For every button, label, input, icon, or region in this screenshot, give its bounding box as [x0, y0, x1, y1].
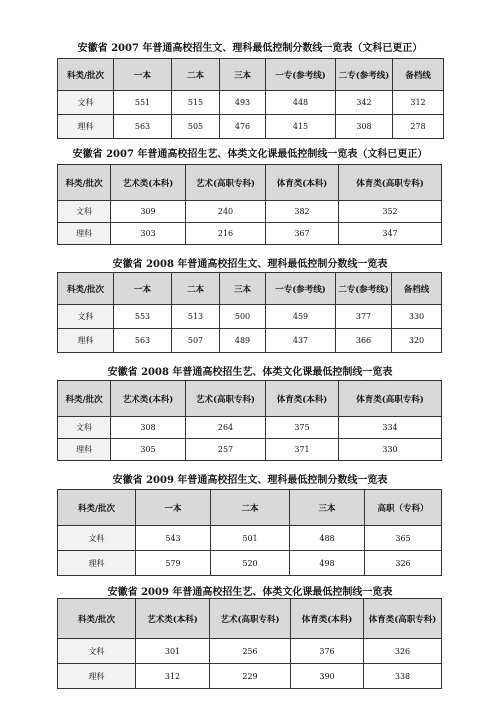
header-row: [58, 599, 442, 639]
table-cell: 312: [136, 664, 210, 689]
table-cell: 375: [266, 417, 339, 439]
table-row: [58, 439, 442, 461]
table-cell: 382: [266, 201, 339, 223]
table-cell: 278: [393, 115, 444, 139]
table-cell: 308: [111, 417, 186, 439]
table-cell: 240: [186, 201, 266, 223]
table-cell: 498: [290, 551, 365, 576]
header-row: [58, 273, 442, 305]
table-cell: 330: [392, 305, 442, 329]
table-row: [58, 91, 444, 115]
row-label: 理科: [58, 115, 114, 139]
table-cell: 459: [266, 305, 336, 329]
table-cell: 309: [111, 201, 186, 223]
row-label: 理科: [58, 223, 111, 245]
header-row: [58, 59, 444, 91]
column-header: 一专(参考线): [266, 59, 336, 91]
table-cell: 338: [364, 664, 442, 689]
column-header: 艺术类(本科): [136, 599, 210, 639]
column-header: 备档线: [392, 273, 442, 305]
score-table: [57, 164, 442, 245]
column-header: 体育类(本科): [266, 165, 339, 201]
table-cell: 415: [266, 115, 336, 139]
table-row: [58, 223, 442, 245]
table-cell: 520: [211, 551, 290, 576]
column-header: 体育类(本科): [266, 381, 339, 417]
table-cell: 448: [266, 91, 336, 115]
column-header: 体育类(高职专科): [364, 599, 442, 639]
table-cell: 330: [339, 439, 442, 461]
row-label: 文科: [58, 526, 136, 551]
row-label: 理科: [58, 664, 136, 689]
table-cell: 371: [266, 439, 339, 461]
column-header: 二专(参考线): [336, 273, 392, 305]
table-cell: 437: [266, 329, 336, 353]
column-header: 科类/批次: [58, 165, 111, 201]
column-header: 三本: [220, 59, 266, 91]
table-row: [58, 329, 442, 353]
table-cell: 376: [291, 639, 364, 664]
table-cell: 256: [210, 639, 291, 664]
row-label: 理科: [58, 439, 111, 461]
table-cell: 493: [220, 91, 266, 115]
table-cell: 563: [114, 329, 172, 353]
header-row: [58, 490, 442, 526]
table-cell: 476: [220, 115, 266, 139]
header-row: [58, 165, 442, 201]
row-label: 文科: [58, 201, 111, 223]
row-label: 文科: [58, 417, 111, 439]
column-header: 科类/批次: [58, 599, 136, 639]
column-header: 艺术类(本科): [111, 381, 186, 417]
score-table: [57, 380, 442, 461]
column-header: 科类/批次: [58, 490, 136, 526]
table-cell: 326: [364, 639, 442, 664]
table-row: [58, 305, 442, 329]
column-header: 一本: [114, 59, 172, 91]
table-cell: 507: [172, 329, 220, 353]
table-cell: 264: [186, 417, 266, 439]
table-cell: 347: [339, 223, 442, 245]
column-header: 二本: [211, 490, 290, 526]
table-cell: 551: [114, 91, 172, 115]
column-header: 艺术(高职专科): [186, 165, 266, 201]
header-row: [58, 381, 442, 417]
column-header: 二本: [172, 59, 220, 91]
column-header: 三本: [290, 490, 365, 526]
table-cell: 352: [339, 201, 442, 223]
column-header: 一本: [136, 490, 211, 526]
row-label: 文科: [58, 305, 114, 329]
column-header: 科类/批次: [58, 273, 114, 305]
table-cell: 366: [336, 329, 392, 353]
table-cell: 301: [136, 639, 210, 664]
row-label: 理科: [58, 551, 136, 576]
table-cell: 365: [365, 526, 442, 551]
table-cell: 308: [336, 115, 393, 139]
table-cell: 563: [114, 115, 172, 139]
table-cell: 488: [290, 526, 365, 551]
table-cell: 326: [365, 551, 442, 576]
column-header: 三本: [220, 273, 266, 305]
column-header: 高职（专科）: [365, 490, 442, 526]
table-row: [58, 551, 442, 576]
column-header: 体育类(本科): [291, 599, 364, 639]
column-header: 备档线: [393, 59, 444, 91]
column-header: 二专(参考线): [336, 59, 393, 91]
table-title: 安徽省 2009 年普通高校招生艺、体类文化课最低控制线一览表: [107, 587, 393, 598]
table-cell: 334: [339, 417, 442, 439]
table-cell: 579: [136, 551, 211, 576]
table-cell: 305: [111, 439, 186, 461]
table-cell: 505: [172, 115, 220, 139]
table-cell: 501: [211, 526, 290, 551]
table-row: [58, 417, 442, 439]
table-row: [58, 526, 442, 551]
table-row: [58, 201, 442, 223]
column-header: 艺术(高职专科): [186, 381, 266, 417]
table-title: 安徽省 2007 年普通高校招生艺、体类文化课最低控制线一览表（文科已更正）: [72, 149, 428, 160]
table-title: 安徽省 2009 年普通高校招生文、理科最低控制分数线一览表: [112, 475, 388, 486]
table-cell: 390: [291, 664, 364, 689]
table-cell: 543: [136, 526, 211, 551]
table-cell: 367: [266, 223, 339, 245]
column-header: 体育类(高职专科): [339, 165, 442, 201]
table-cell: 216: [186, 223, 266, 245]
row-label: 文科: [58, 639, 136, 664]
table-cell: 257: [186, 439, 266, 461]
row-label: 理科: [58, 329, 114, 353]
row-label: 文科: [58, 91, 114, 115]
table-cell: 377: [336, 305, 392, 329]
column-header: 一本: [114, 273, 172, 305]
score-table: [57, 272, 442, 353]
table-cell: 513: [172, 305, 220, 329]
table-row: [58, 664, 442, 689]
table-cell: 515: [172, 91, 220, 115]
table-cell: 489: [220, 329, 266, 353]
column-header: 一专(参考线): [266, 273, 336, 305]
column-header: 艺术(高职专科): [210, 599, 291, 639]
table-cell: 553: [114, 305, 172, 329]
column-header: 艺术类(本科): [111, 165, 186, 201]
column-header: 二本: [172, 273, 220, 305]
column-header: 科类/批次: [58, 59, 114, 91]
score-table: [57, 598, 442, 689]
table-title: 安徽省 2007 年普通高校招生文、理科最低控制分数线一览表（文科已更正）: [77, 43, 423, 54]
table-row: [58, 639, 442, 664]
table-cell: 500: [220, 305, 266, 329]
table-cell: 320: [392, 329, 442, 353]
table-cell: 312: [393, 91, 444, 115]
table-cell: 342: [336, 91, 393, 115]
table-cell: 229: [210, 664, 291, 689]
table-row: [58, 115, 444, 139]
score-table: [57, 489, 442, 576]
table-title: 安徽省 2008 年普通高校招生艺、体类文化课最低控制线一览表: [107, 367, 393, 378]
column-header: 科类/批次: [58, 381, 111, 417]
column-header: 体育类(高职专科): [339, 381, 442, 417]
table-title: 安徽省 2008 年普通高校招生文、理科最低控制分数线一览表: [112, 259, 388, 270]
score-table: [57, 58, 444, 139]
table-cell: 303: [111, 223, 186, 245]
